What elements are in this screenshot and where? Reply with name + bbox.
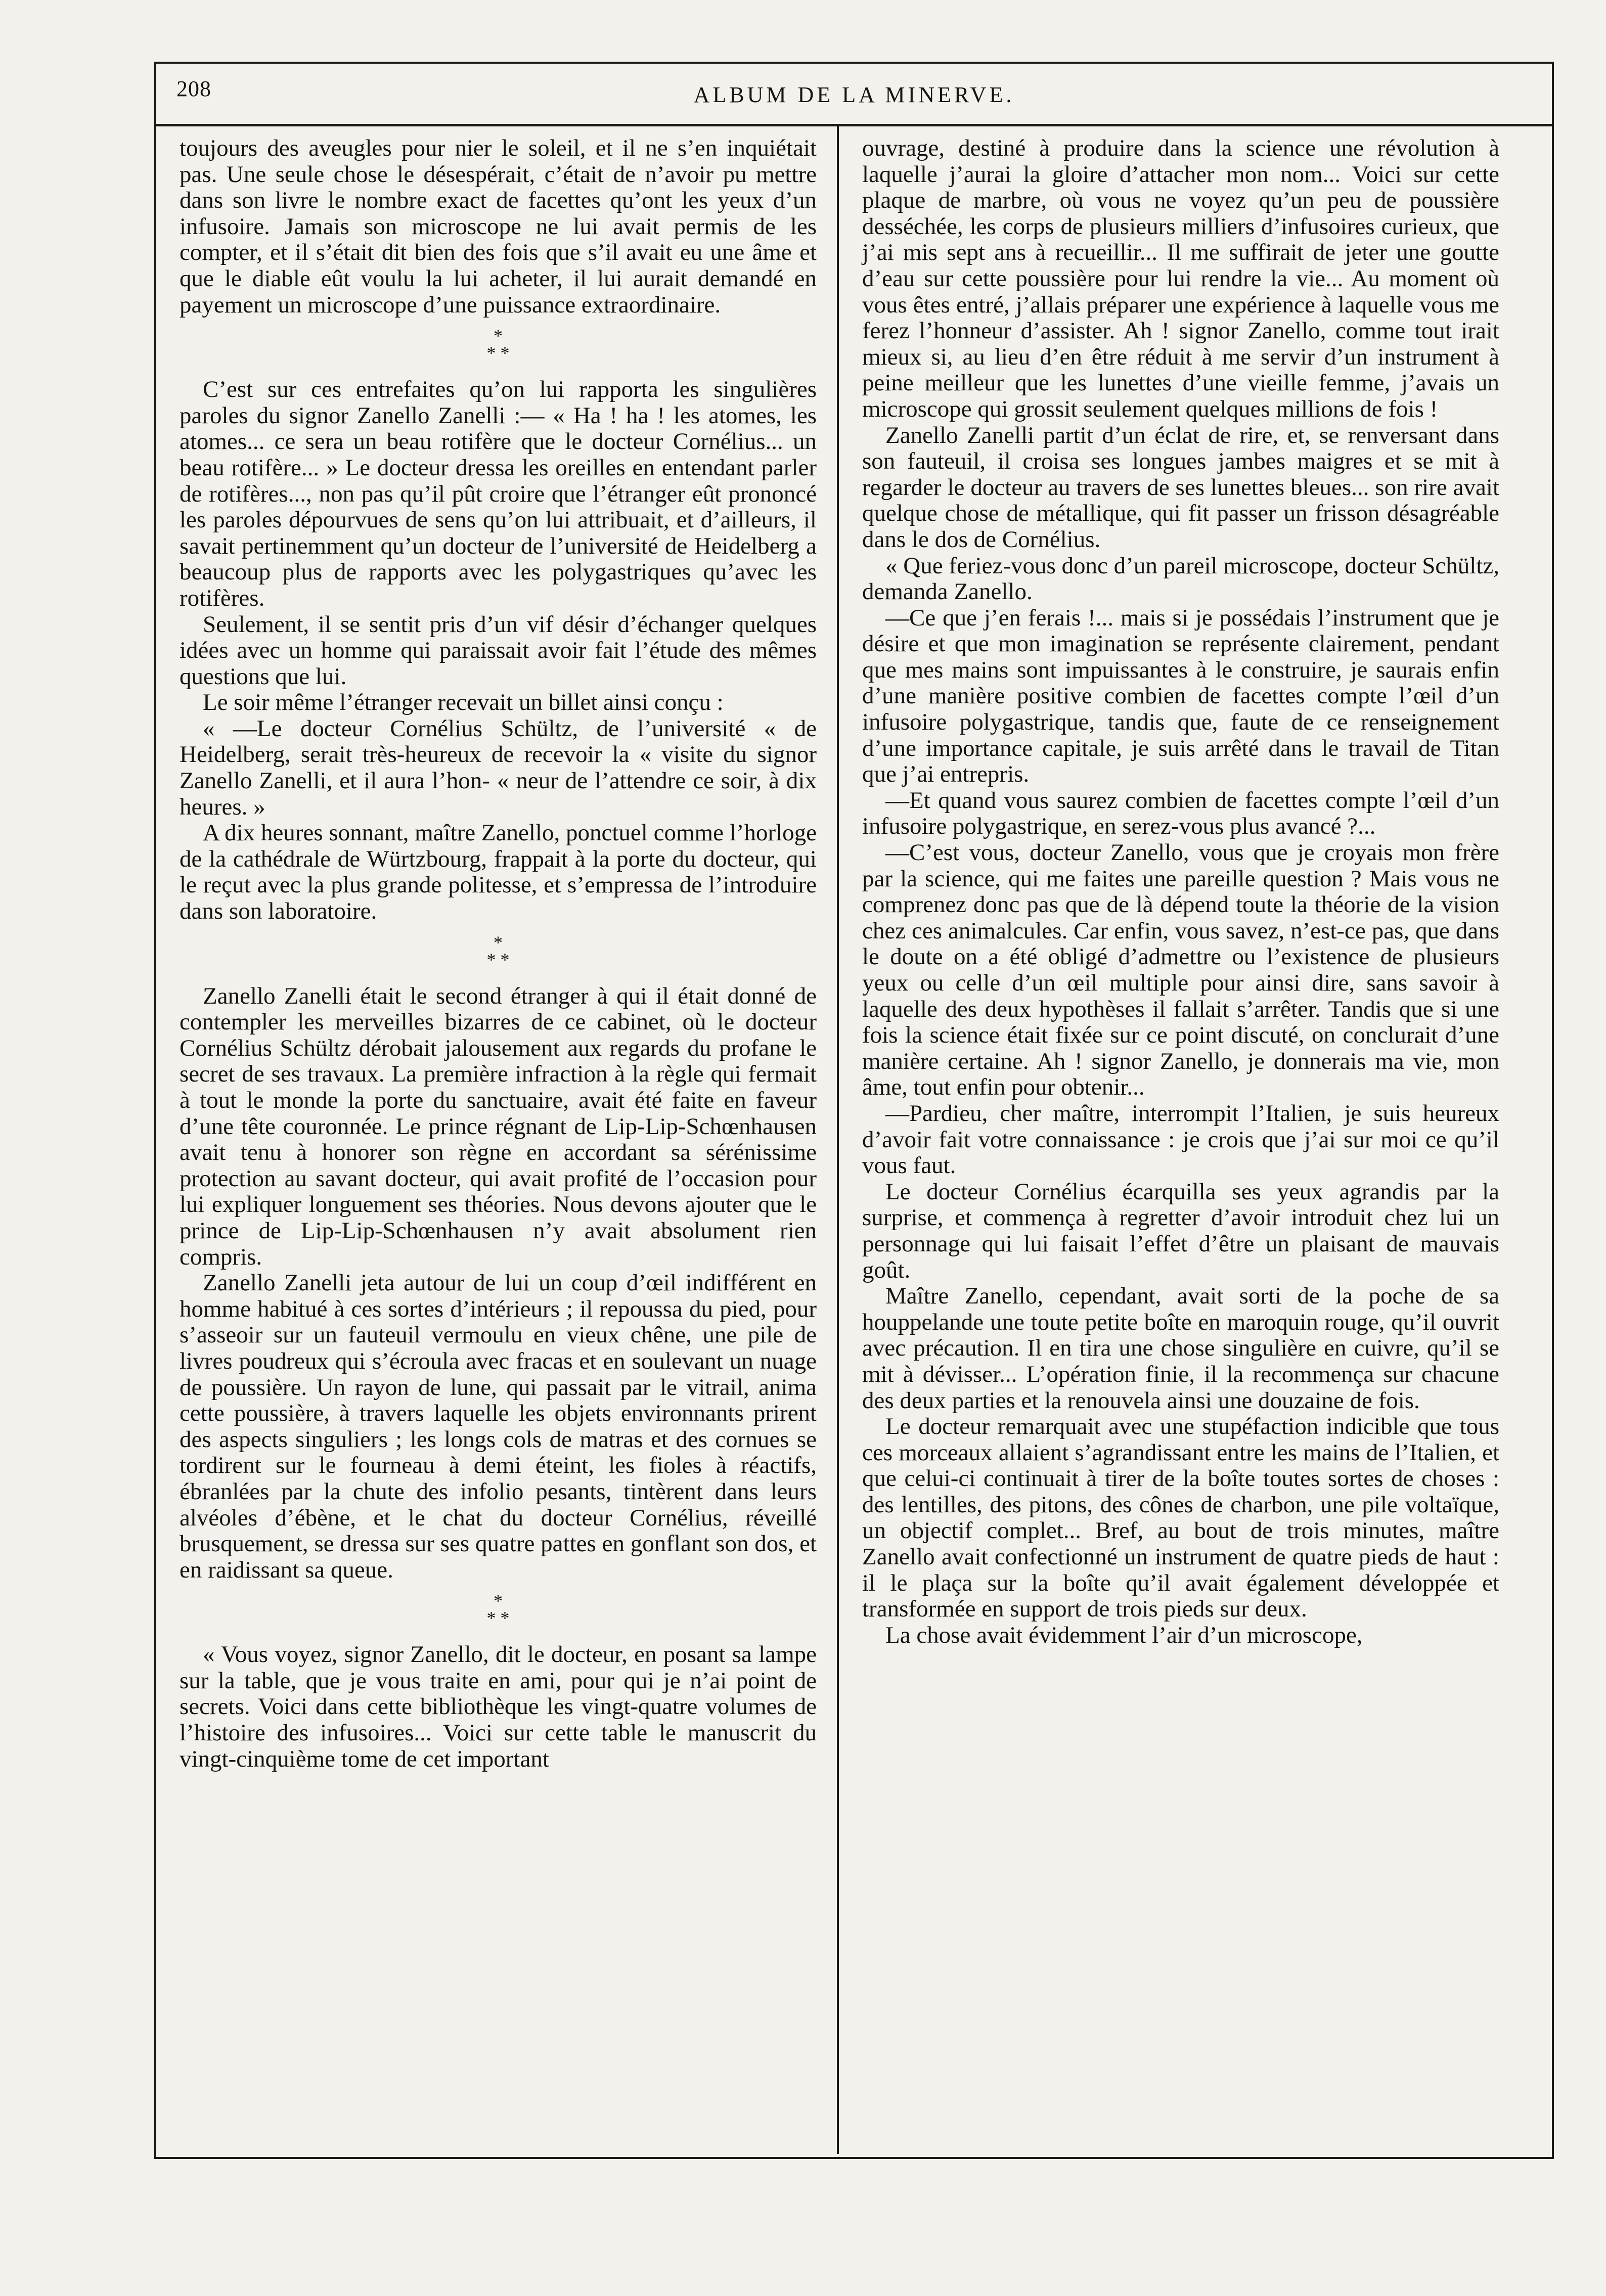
paragraph: « Que feriez-vous donc d’un pareil microscope, docteur Schültz, demanda Zanello. — [862, 552, 1499, 605]
paragraph: Le docteur Cornélius écarquilla ses yeux agrandis par la surprise, et commença à regretter d’avoir introduit chez lui un personnage qui lui faisait l’effet d’être un plaisant de mauvais goût. — [862, 1178, 1499, 1283]
section-separator — [180, 1592, 817, 1627]
paragraph: —Et quand vous saurez combien de facettes compte l’œil d’un infusoire polygastrique, en serez-vous plus avancé ?... — [862, 787, 1499, 840]
paragraph: ouvrage, destiné à produire dans la science une révolution à laquelle j’aurai la gloire d’attacher mon nom... Voici sur cette plaque de marbre, où vous ne voyez qu’un peu de poussière desséchée, les corps de plusieurs milliers d’infusoires curieux, que j’ai mis sept ans à recueillir... Il me suffirait de jeter une goutte d’eau sur cette poussière pour lui rendre la vie... Au moment où vous êtes entré, j’allais préparer une expérience à laquelle vous me ferez l’honneur d’assister. Ah ! signor Zanello, comme tout irait mieux si, au lieu d’en être réduit à me servir d’un instrument à peine meilleur que les lunettes d’une vieille femme, j’avais un microscope qui grossit seulement quelques millions de fois ! — [862, 135, 1499, 422]
section-separator — [180, 327, 817, 362]
running-title: ALBUM DE LA MINERVE. — [693, 82, 1015, 107]
paragraph: Le soir même l’étranger recevait un billet ainsi conçu : — [203, 689, 724, 716]
separator-star: * — [494, 326, 503, 346]
right-column — [862, 136, 1499, 1648]
paragraph: toujours des aveugles pour nier le soleil, et il ne s’en inquiétait pas. Une seule chose le désespérait, c’était de n’avoir pu mettre dans son livre le nombre exact de facettes qu’ont les yeux d’un infusoire. Jamais son microscope ne lui avait permis de les compter, et il s’était dit bien des fois que s’il avait eu une âme et que le diable eût voulu la lui acheter, il lui aurait demandé en payement un microscope d’une puissance extraordinaire. — [180, 135, 817, 318]
paragraph: —Ce que j’en ferais !... mais si je possédais l’instrument que je désire et que mon imagination se représente clairement, pendant que mes mains sont impuissantes à le construire, je saurais enfin d’une manière positive combien de facettes compte l’œil d’un infusoire polygastrique, tandis que, faute de ce renseignement d’une importance capitale, je suis arrêté dans le travail de Titan que j’ai entrepris. — [862, 604, 1499, 788]
paragraph: Maître Zanello, cependant, avait sorti de la poche de sa houppelande une toute petite boîte en maroquin rouge, qu’il ouvrit avec précaution. Il en tira une chose singulière en cuivre, qu’il se mit à dévisser... L’opération finie, il la recommença sur chacune des deux parties et la renouvela ainsi une douzaine de fois. — [862, 1283, 1499, 1414]
paragraph: Seulement, il se sentit pris d’un vif désir d’échanger quelques idées avec un homme qui paraissait avoir fait l’étude des mêmes questions que lui. — [180, 611, 817, 690]
paragraph: Zanello Zanelli jeta autour de lui un coup d’œil indifférent en homme habitué à ces sortes d’intérieurs ; il repoussa du pied, pour s’asseoir sur un fauteuil vermoulu en vieux chêne, une pile de livres poudreux qui s’écroula avec fracas et en soulevant un nuage de poussière. Un rayon de lune, qui passait par le vitrail, anima cette poussière, à travers laquelle les objets environnants prirent des aspects singuliers ; les longs cols de matras et des cornues se tordirent sur le fourneau à demi éteint, les fioles à réactifs, ébranlées par la chute des infolio pesants, tintèrent dans leurs alvéoles d’ébène, et le chat du docteur Cornélius, réveillé brusquement, se dressa sur ses quatre pattes en gonflant son dos, et en raidissant sa queue. — [180, 1270, 817, 1583]
separator-star: * — [494, 1591, 503, 1611]
paragraph: A dix heures sonnant, maître Zanello, ponctuel comme l’horloge de la cathédrale de Würtzbourg, frappait à la porte du docteur, qui le reçut avec la plus grande politesse, et s’empressa de l’introduire dans son laboratoire. — [180, 820, 817, 925]
separator-star: * — [494, 932, 503, 953]
page-header — [154, 62, 1554, 126]
separator-stars: * * — [486, 1608, 510, 1629]
paragraph: —Pardieu, cher maître, interrompit l’Italien, je suis heureux d’avoir fait votre connaissance : je crois que j’ai sur moi ce qu’il vous faut. — [862, 1100, 1499, 1179]
paragraph: C’est sur ces entrefaites qu’on lui rapporta les singulières paroles du signor Zanello Zanelli :— « Ha ! ha ! les atomes, les atomes... ce sera un beau rotifère que le docteur Cornélius... un beau rotifère... » Le docteur dressa les oreilles en entendant parler de rotifères..., non pas qu’il pût croire que l’étranger eût prononcé les paroles dépourvues de sens qu’on lui attribuait, et d’ailleurs, il savait pertinemment qu’un docteur de l’université de Heidelberg a beaucoup plus de rapports avec les polygastriques qu’avec les rotifères. — [180, 376, 817, 611]
left-column — [180, 136, 817, 1772]
paragraph: Zanello Zanelli partit d’un éclat de rire, et, se renversant dans son fauteuil, il croisa ses longues jambes maigres et se mit à regarder le docteur au travers de ses lunettes bleues... son rire avait quelque chose de métallique, qui fit passer un frisson désagréable dans le dos de Cornélius. — [862, 422, 1499, 553]
paragraph: —C’est vous, docteur Zanello, vous que je croyais mon frère par la science, qui me faites une pareille question ? Mais vous ne comprenez donc pas que de là dépend toute la théorie de la vision chez ces animalcules. Car enfin, vous savez, n’est-ce pas, que dans le doute on a été obligé d’admettre ou l’existence de plusieurs yeux ou celle d’un œil multiple pour ainsi dire, sans savoir à laquelle des deux hypothèses il fallait s’arrêter. Tandis que si une fois la science était fixée sur ce point discuté, on conclurait d’une manière certaine. Ah ! signor Zanello, je donnerais ma vie, mon âme, tout enfin pour obtenir... — [862, 839, 1499, 1101]
section-separator — [180, 934, 817, 968]
paragraph: « Vous voyez, signor Zanello, dit le docteur, en posant sa lampe sur la table, que je vous traite en ami, pour qui je n’ai point de secrets. Voici dans cette bibliothèque les vingt-quatre volumes de l’histoire des infusoires... Voici sur cette table le manuscrit du vingt-cinquième tome de cet important — [180, 1641, 817, 1772]
column-divider — [837, 126, 839, 2154]
separator-stars: * * — [486, 949, 510, 970]
page-number: 208 — [176, 76, 211, 101]
paragraph: La chose avait évidemment l’air d’un microscope, — [885, 1622, 1363, 1648]
paragraph: Zanello Zanelli était le second étranger à qui il était donné de contempler les merveilles bizarres de ce cabinet, où le docteur Cornélius Schültz dérobait jalousement aux regards du profane le secret de ses travaux. La première infraction à la règle qui fermait à tout le monde la porte du sanctuaire, avait été faite en faveur d’une tête couronnée. Le prince régnant de Lip-Lip-Schœnhausen avait tenu à honorer son règne en accordant sa sérénissime protection au savant docteur, qui avait profité de l’occasion pour lui expliquer longuement ses théories. Nous devons ajouter que le prince de Lip-Lip-Schœnhausen n’y avait absolument rien compris. — [180, 982, 817, 1270]
paragraph: Le docteur remarquait avec une stupéfaction indicible que tous ces morceaux allaient s’agrandissant entre les mains de l’Italien, et que celui-ci continuait à tirer de la boîte toutes sortes de choses : des lentilles, des pitons, des cônes de charbon, une pile voltaïque, un objectif complet... Bref, au bout de trois minutes, maître Zanello avait confectionné un instrument de quatre pieds de haut : il le plaça sur la boîte qu’il avait également développée et transformée en support de trois pieds sur deux. — [862, 1413, 1499, 1623]
paragraph: « —Le docteur Cornélius Schültz, de l’université « de Heidelberg, serait très-heureux de recevoir la « visite du signor Zanello Zanelli, et il aura l’hon- « neur de l’attendre ce soir, à dix heures. » — [180, 715, 817, 820]
separator-stars: * * — [486, 343, 510, 364]
